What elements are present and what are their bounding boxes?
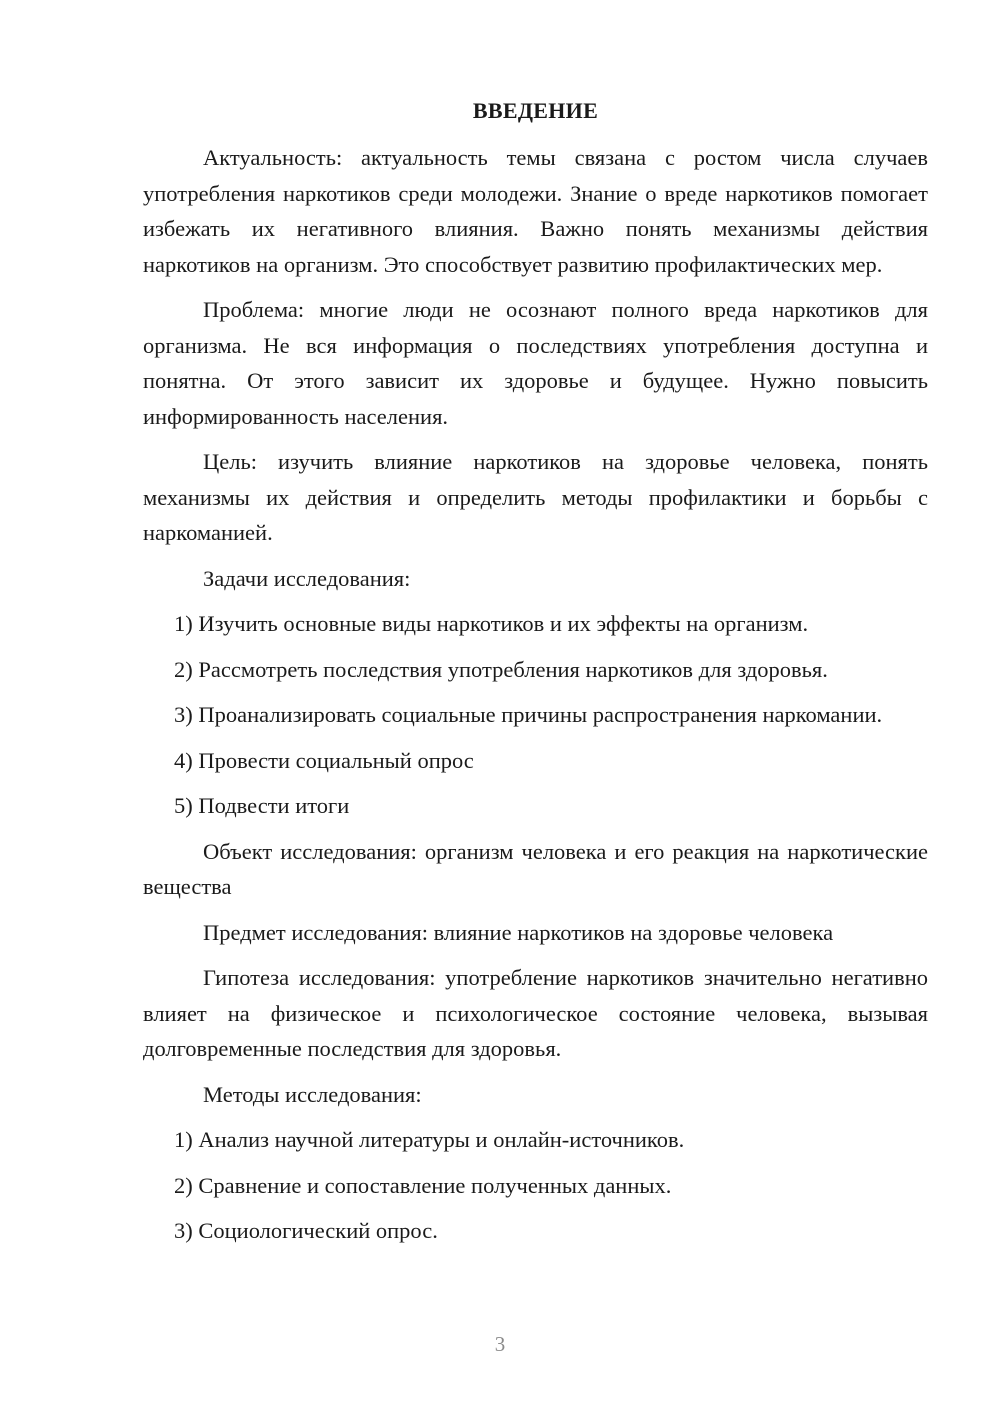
task-item: 3) Проанализировать социальные причины распространения наркомании. (174, 702, 883, 727)
task-item: 5) Подвести итоги (174, 793, 350, 818)
method-item: 2) Сравнение и сопоставление полученных данных. (174, 1172, 672, 1198)
goal-paragraph: Цель: изучить влияние наркотиков на здоровье человека, понять механизмы их действия и определить методы профилактики и борьбы с наркоманией. (143, 449, 928, 545)
document-page (143, 96, 928, 1249)
page-title: ВВЕДЕНИЕ (472, 98, 599, 123)
relevance-paragraph: Актуальность: актуальность темы связана с ростом числа случаев употребления наркотиков среди молодежи. Знание о вреде наркотиков помогает избежать их негативного влияния. Важно понять механизмы действия наркотиков на организм. Это способствует развитию профилактических мер. (143, 145, 928, 277)
task-item: 2) Рассмотреть последствия употребления наркотиков для здоровья. (174, 656, 828, 682)
tasks-heading: Задачи исследования: (203, 565, 411, 591)
methods-heading: Методы исследования: (203, 1081, 422, 1107)
hypothesis-paragraph: Гипотеза исследования: употребление наркотиков значительно негативно влияет на физическое и психологическое состояние человека, вызывая долговременные последствия для здоровья. (143, 965, 928, 1061)
subject-paragraph: Предмет исследования: влияние наркотиков на здоровье человека (203, 919, 834, 945)
task-item: 4) Провести социальный опрос (174, 747, 474, 773)
method-item: 1) Анализ научной литературы и онлайн-источников. (174, 1127, 685, 1152)
problem-paragraph: Проблема: многие люди не осознают полного вреда наркотиков для организма. Не вся информация о последствиях употребления доступна и понятна. От этого зависит их здоровье и будущее. Нужно повысить информированность населения. (143, 297, 928, 429)
page-number: 3 (494, 1332, 506, 1356)
object-paragraph: Объект исследования: организм человека и его реакция на наркотические вещества (143, 838, 928, 899)
method-item: 3) Социологический опрос. (174, 1218, 438, 1243)
task-item: 1) Изучить основные виды наркотиков и их эффекты на организм. (174, 611, 809, 636)
